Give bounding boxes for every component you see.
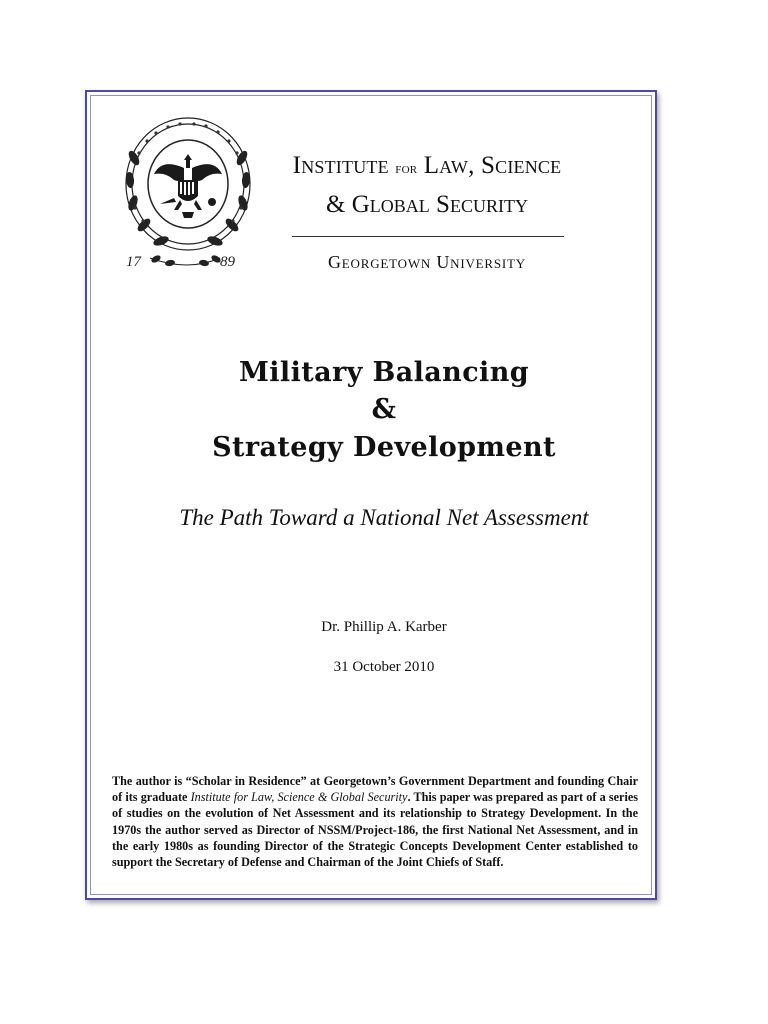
university-name: Georgetown University (328, 252, 526, 272)
institute-for: for (395, 160, 418, 177)
title-line-1: Military Balancing (238, 357, 530, 388)
institute-line-1 (262, 148, 592, 187)
institute-initial: I (292, 152, 302, 179)
institute-law-science: Law, Science (417, 152, 562, 179)
institute-name (262, 148, 592, 223)
subtitle: The Path Toward a National Net Assessment (179, 505, 589, 530)
seal-year-left: 17 (126, 254, 141, 270)
abstract-part-2: . This paper was prepared as part of a series of studies on the evolution of Net Assessment and its relationship to Strategy Development. In the 1970s the author served as Director of NSSM/Project-186, the first National Net Assessment, and in the early 1980s as founding Director of the Strategic Concepts Development Center established to support the Secretary of Defense and Chairman of the Joint Chiefs of Staff. (112, 790, 638, 870)
abstract-institute-italic: Institute for Law, Science & Global Security (190, 790, 408, 805)
title-line-2: & (371, 394, 397, 425)
publication-date: 31 October 2010 (333, 659, 435, 675)
author-name: Dr. Phillip A. Karber (321, 619, 447, 635)
institute-line-2: & Global Security (326, 191, 528, 218)
georgetown-seal-icon (116, 108, 261, 273)
seal-year-right: 89 (220, 254, 235, 270)
author-note-paragraph (112, 773, 638, 870)
divider-rule (292, 236, 564, 237)
abstract-part-1: The author is “Scholar in Residence” at Georgetown’s Government Department and founding Chair of its graduate (112, 774, 638, 805)
title-line-3: Strategy Development (212, 432, 556, 463)
institute-word: nstitute (301, 152, 396, 179)
